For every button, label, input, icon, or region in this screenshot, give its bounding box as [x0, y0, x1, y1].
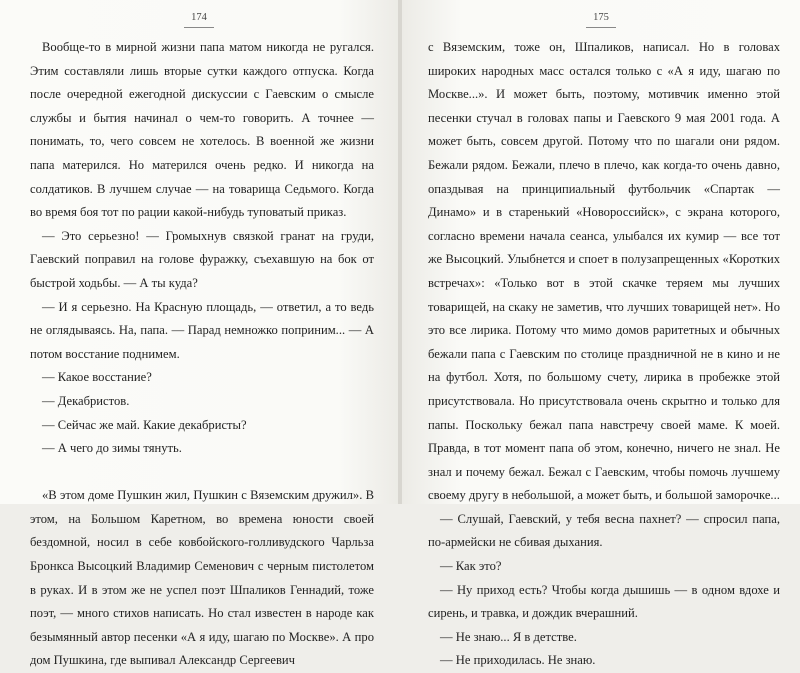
- right-page-text: [428, 36, 780, 673]
- paragraph: с Вяземским, тоже он, Шпаликов, написал. Но в головах широких народных масс остался только с «А я иду, шагаю по Москве...». И может быть, поэтому, мотивчик именно этой песенки стучал в головах папы и Гаевского 9 мая 2001 года. А может быть, совсем другой. Потому что по шагали они рядом. Бежали рядом. Бежали, плечо в плечо, как когда-то очень давно, опаздывая на принципиальный футбольчик «Спартак — Динамо» и в старенький «Новороссийск», с экрана которого, согласно времени начала сеанса, улыбался их кумир — все тот же Высоцкий. Улыбнется и споет в полузапрещенных «Коротких встречах»: «Только вот в этой скачке теряем мы лучших товарищей, на скаку не заметив, что лучших товарищей нет». Но это все лирика. Потому что мимо домов раритетных и обычных бежали папа с Гаевским по столице праздничной не в кино и не на футбол. Хотя, по большому счету, лирика в пробежке этой присутствовала. Но присутствовала очень скрытно и только для папы. Поскольку бежал папа навстречу своей маме. К моей. Правда, в тот момент папа об этом, конечно, ничего не знал. Не знал и почему бежал. Бежал с Гаевским, чтобы помочь лучшему своему другу в небольшой, а может быть, и большой заморочке...: [428, 40, 780, 503]
- paragraph: — Декабристов.: [42, 393, 130, 408]
- paragraph: — Это серьезно! — Громыхнув связкой гранат на груди, Гаевский поправил на голове фуражку, съехавшую на бок от быстрой ходьбы. — А ты куда?: [30, 228, 374, 290]
- left-page: [0, 0, 398, 668]
- left-page-text: [30, 36, 374, 673]
- page-number: 174: [191, 12, 207, 23]
- right-page: [402, 0, 800, 668]
- page-number: 175: [593, 12, 609, 23]
- paragraph: — Какое восстание?: [42, 370, 152, 385]
- paragraph: «В этом доме Пушкин жил, Пушкин с Вяземским дружил». В этом, на Большом Каретном, во времена юности своей бездомной, носил в себе ковбойского-голливудского Чарльза Бронкса Высоцкий Владимир Семенович с черным пистолетом в руках. И в этом же не успел поэт Шпаликов Геннадий, тоже поэт, — много стихов написать. Но стал известен в народе как безымянный автор песенки «А я иду, шагаю по Москве». А про дом Пушкина, где выпивал Александр Сергеевич: [30, 488, 374, 668]
- page-number-rule: [586, 27, 616, 28]
- paragraph: — Сейчас же май. Какие декабристы?: [42, 417, 247, 432]
- paragraph: — Слушай, Гаевский, у тебя весна пахнет? — спросил папа, по-армейски не сбивая дыхания.: [428, 511, 780, 550]
- paragraph: — И я серьезно. На Красную площадь, — ответил, а то ведь не оглядываясь. На, папа. — Парад немножко поприним... — А потом восстание поднимем.: [30, 299, 374, 361]
- paragraph: — Ну приход есть? Чтобы когда дышишь — в одном вдохе и сирень, и травка, и дождик вчерашний.: [428, 582, 780, 621]
- paragraph: — Как это?: [440, 559, 502, 574]
- paragraph: — А чего до зимы тянуть.: [42, 441, 182, 456]
- section-gap: [30, 461, 374, 485]
- paragraph: Вообще-то в мирной жизни папа матом никогда не ругался. Этим составляли лишь вторые сутки каждого отпуска. Когда после очередной ежегодной дискуссии с Гаевским о смысле службы и бытия начинал о чем-то говорить. А точнее — понимать, то, чего совсем не хотелось. В военной же жизни папа матерился. Но матерился очень редко. И никогда на солдатиков. В лучшем случае — на товарища Седьмого. Когда во время боя тот по рации какой-нибудь туповатый приказ.: [30, 40, 374, 220]
- page-number-rule: [184, 27, 214, 28]
- paragraph: — Не приходилась. Не знаю.: [440, 653, 596, 668]
- paragraph: — Не знаю... Я в детстве.: [440, 629, 577, 644]
